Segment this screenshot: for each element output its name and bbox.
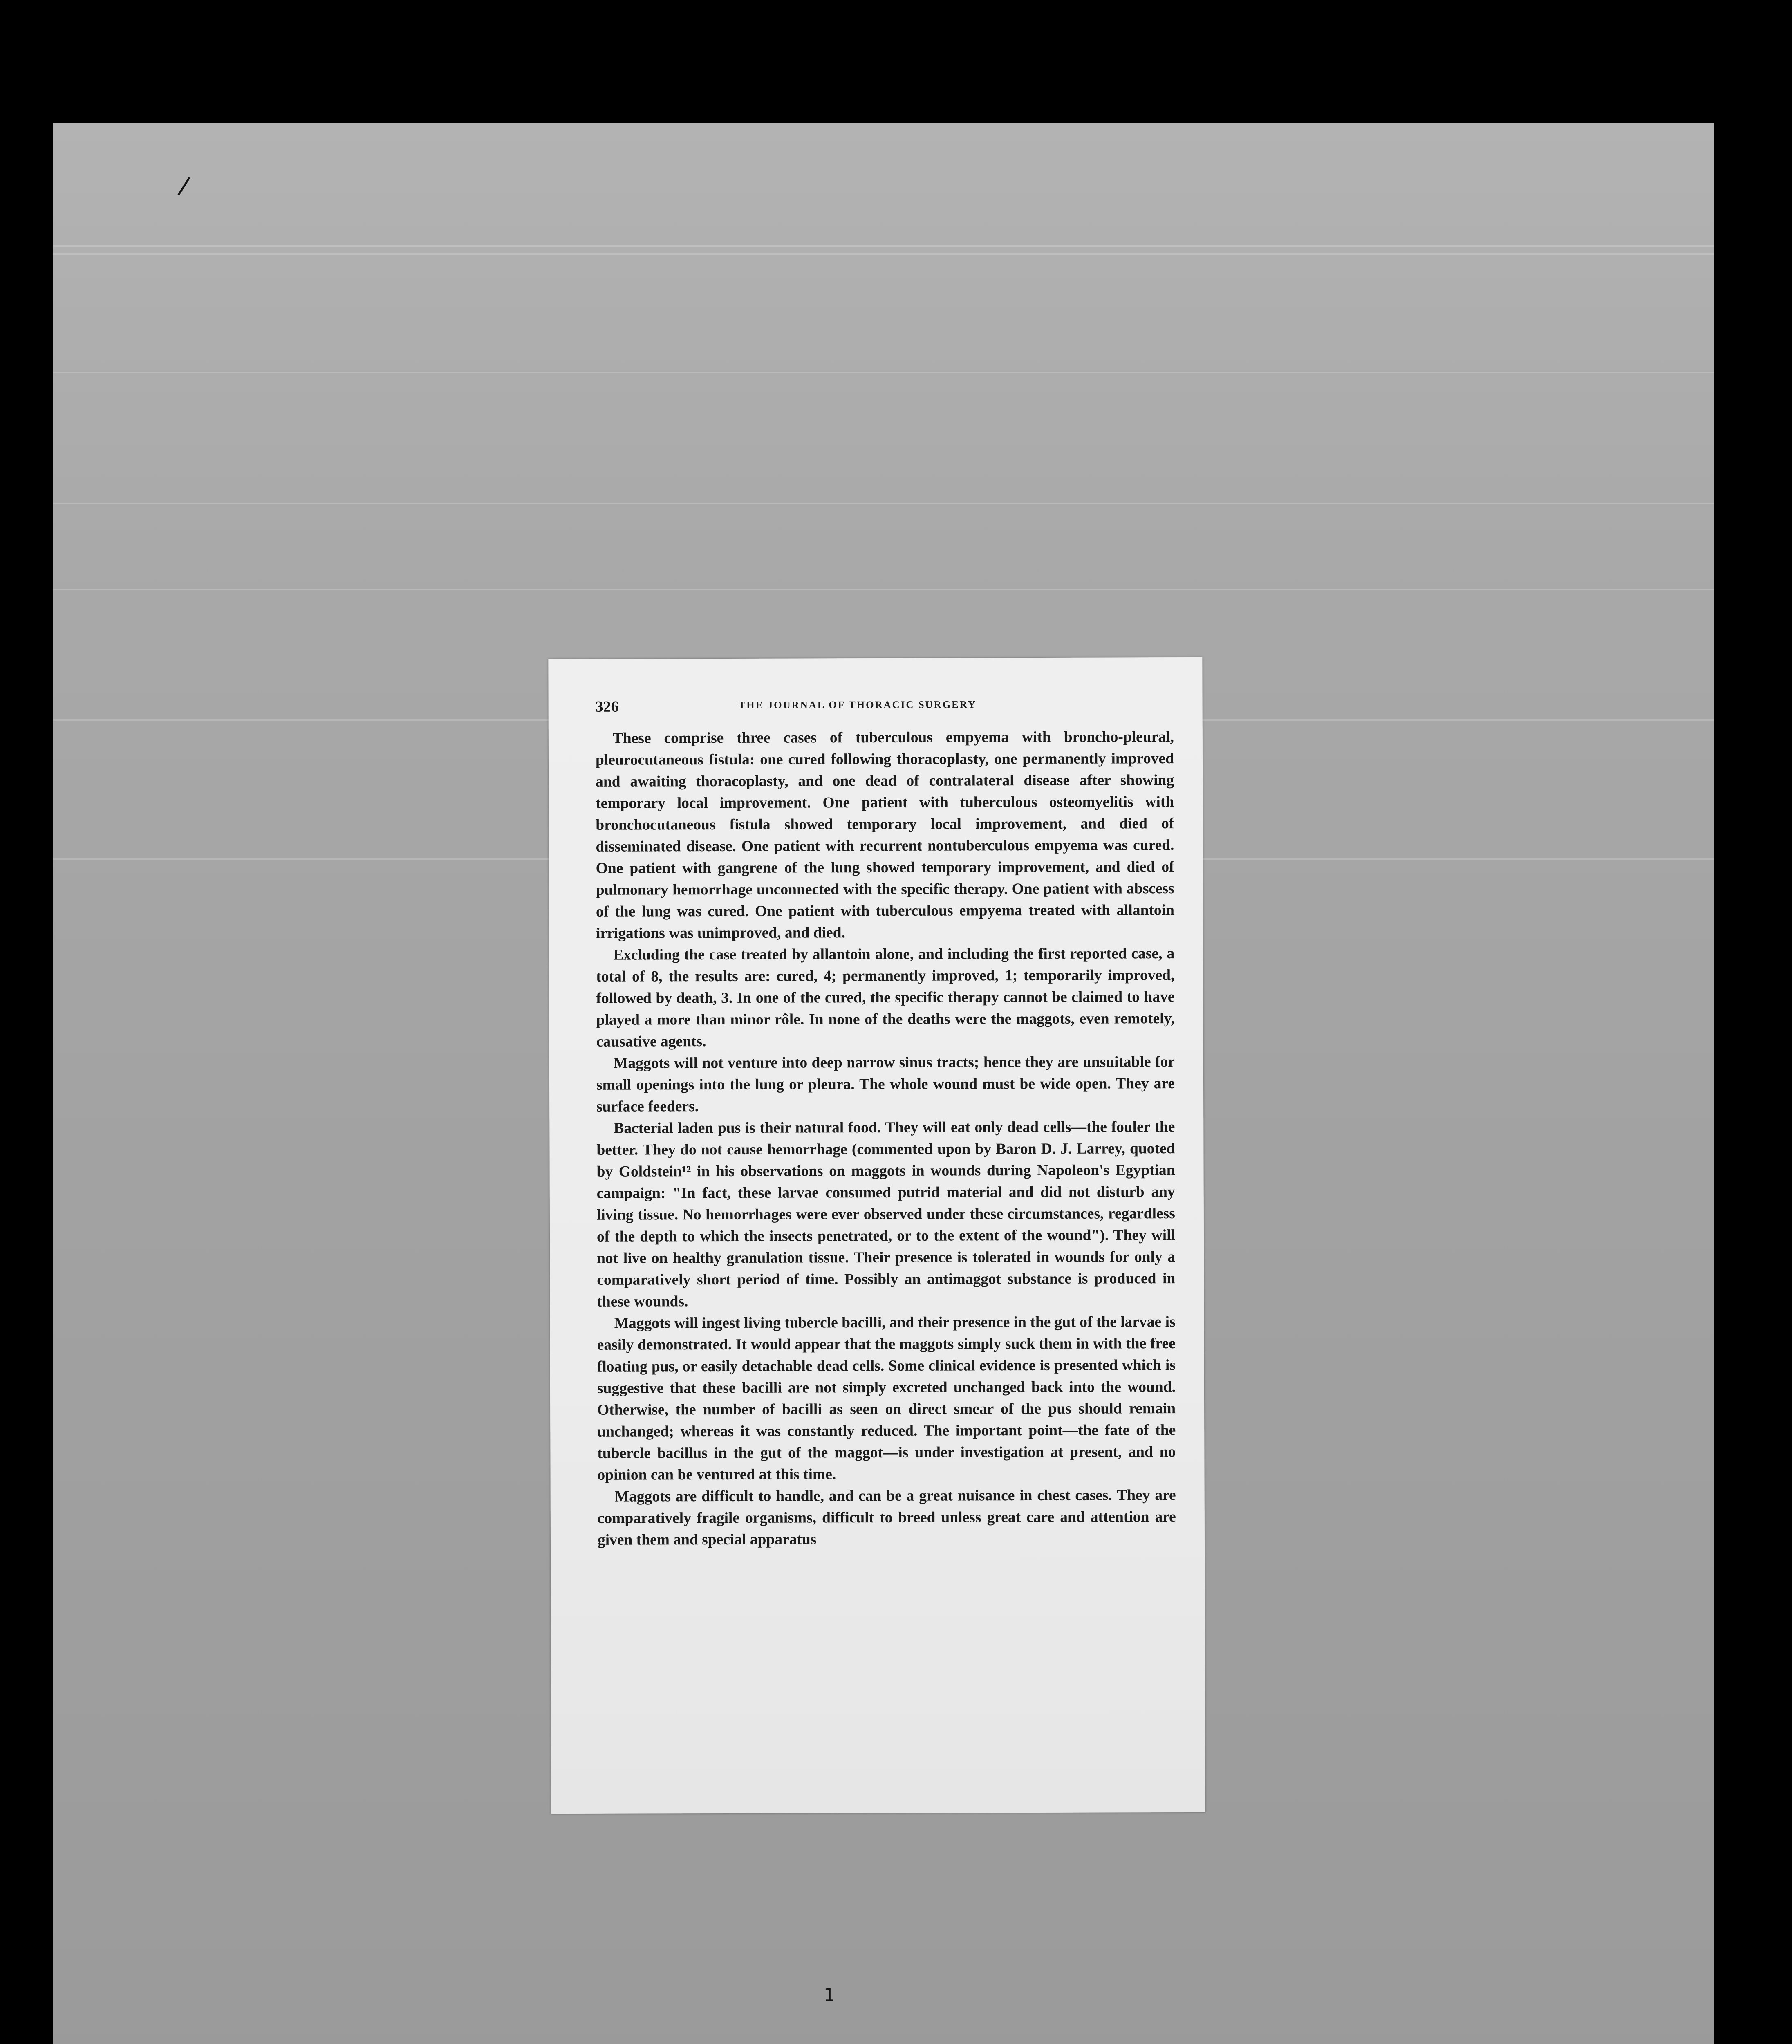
scan-line — [53, 503, 1714, 504]
article-body — [596, 726, 1176, 1551]
running-head — [596, 696, 1139, 718]
journal-page — [548, 657, 1205, 1814]
scratch-mark: / — [176, 171, 192, 201]
paragraph: Bacterial laden pus is their natural food. They will eat only dead cells—the fouler the better. They do not cause hemorrhage (commented upon by Baron D. J. Larrey, quoted by Goldstein¹² in his observations on maggots in wounds during Napoleon's Egyptian campaign: "In fact, these larvae consumed putrid material and did not disturb any living tissue. No hemorrhages were ever observed under these circumstances, regardless of the depth to which the insects penetrated, or to the extent of the wound"). They will not live on healthy granulation tissue. Their presence is tolerated in wounds for only a comparatively short period of time. Possibly an antimaggot substance is produced in these wounds. — [596, 1118, 1176, 1310]
paragraph: Maggots are difficult to handle, and can be a great nuisance in chest cases. They are comparatively fragile organisms, difficult to breed unless great care and attention are given them and special apparatus — [597, 1487, 1176, 1549]
handwritten-mark: 1 — [824, 1985, 835, 2006]
journal-title: THE JOURNAL OF THORACIC SURGERY — [738, 699, 977, 711]
scan-line — [53, 589, 1714, 590]
scan-line — [53, 245, 1714, 247]
scan-line — [53, 372, 1714, 373]
paragraph: These comprise three cases of tuberculous empyema with broncho-pleural, pleurocutaneous fistula: one cured following thoracoplasty, one permanently improved and awaiting thoracoplasty, and one dead of contralateral disease after showing temporary local improvement. One patient with tuberculous osteomyelitis with bronchocutaneous fistula showed temporary local improvement, and died of disseminated disease. One patient with recurrent nontuberculous empyema was cured. One patient with gangrene of the lung showed temporary improvement, and died of pulmonary hemorrhage unconnected with the specific therapy. One patient with abscess of the lung was cured. One patient with tuberculous empyema treated with allantoin irrigations was unimproved, and died. — [595, 728, 1174, 942]
paragraph: Maggots will not venture into deep narrow sinus tracts; hence they are unsuitable for small openings into the lung or pleura. The whole wound must be wide open. They are surface feeders. — [596, 1053, 1175, 1115]
paragraph: Excluding the case treated by allantoin alone, and including the first reported case, a total of 8, the results are: cured, 4; permanently improved, 1; temporarily improved, followed by death, 3. In one of the cured, the specific therapy cannot be claimed to have played a more than minor rôle. In none of the deaths were the maggots, even remotely, causative agents. — [596, 945, 1175, 1050]
page-number: 326 — [595, 698, 619, 715]
paragraph: Maggots will ingest living tubercle bacilli, and their presence in the gut of the larvae is easily demonstrated. It would appear that the maggots simply suck them in with the free floating pus, or easily detachable dead cells. Some clinical evidence is presented which is suggestive that these bacilli are not simply excreted unchanged back into the wound. Otherwise, the number of bacilli as seen on direct smear of the pus should remain unchanged; whereas it was constantly reduced. The important point—the fate of the tubercle bacillus in the gut of the maggot—is under investigation at present, and no opinion can be ventured at this time. — [597, 1313, 1176, 1484]
scan-line — [53, 253, 1714, 255]
